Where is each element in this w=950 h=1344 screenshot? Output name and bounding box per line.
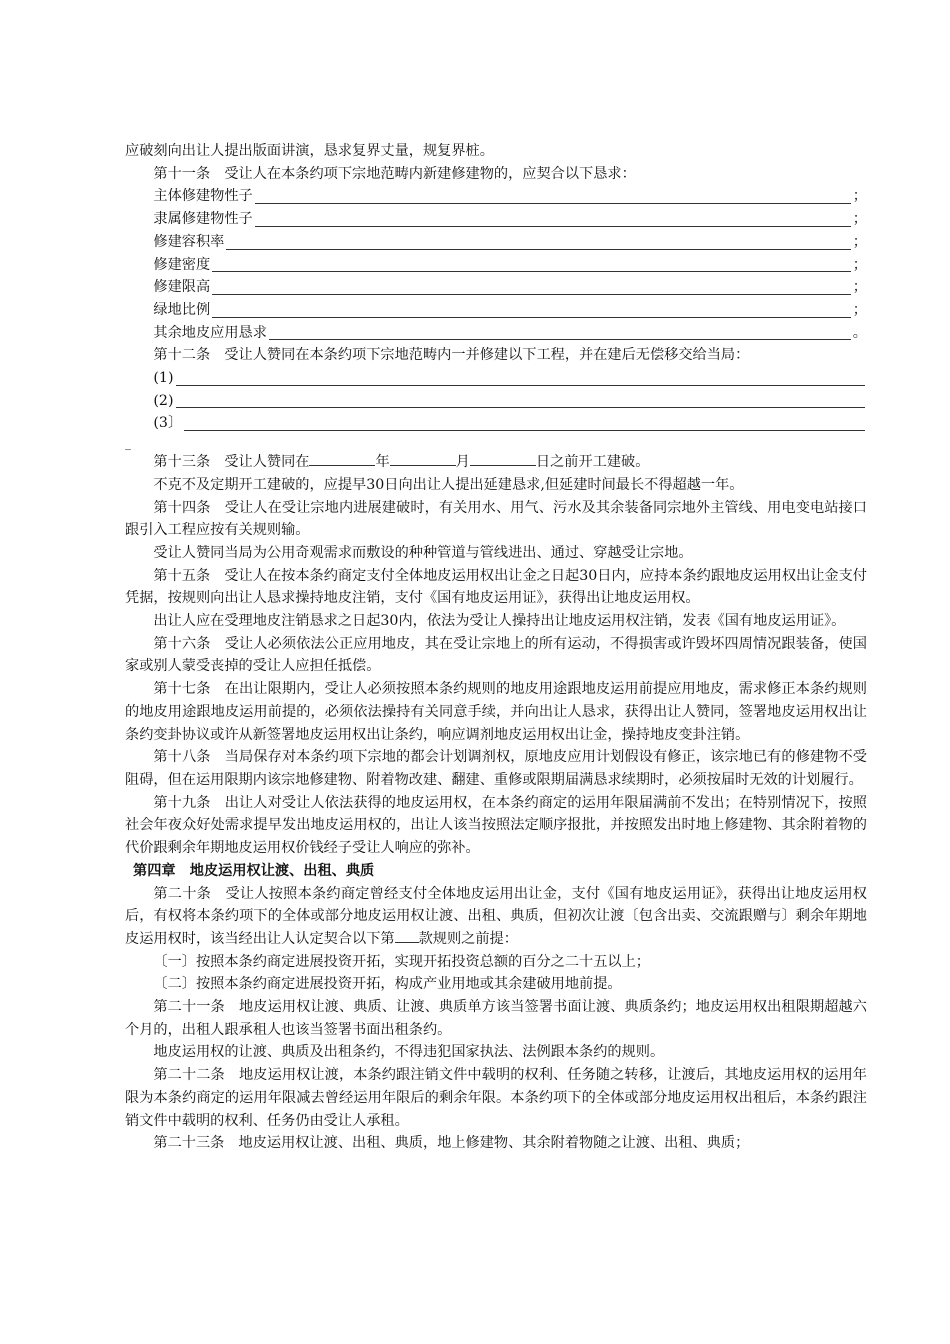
day-blank [470, 451, 536, 466]
requirement-line: 主体修建物性子 ； [125, 185, 867, 208]
project-number: (1) [153, 370, 174, 387]
requirement-line: 修建密度 ； [125, 254, 867, 277]
article-14: 第十四条 受让人在受让宗地内进展建破时，有关用水、用气、污水及其余装备同宗地外主管线、用电变电站接口跟引入工程应按有关规则输。 [125, 499, 867, 539]
article-15: 第十五条 受让人在按本条约商定支付全体地皮运用权出让金之日起30日内，应持本条约跟地皮运用权出让金支付凭据，按规则向出让人恳求操持地皮注销，支付《国有地皮运用证》，获得出让地皮运用权。 [125, 567, 867, 607]
clause-item: 〔二〕按照本条约商定进展投资开拓，构成产业用地或其余建破用地前提。 [153, 976, 622, 993]
requirement-label: 主体修建物性子 [153, 188, 253, 205]
article-23: 第二十三条 地皮运用权让渡、出租、典质，地上修建物、其余附着物随之让渡、出租、典质； [153, 1135, 750, 1152]
article-13: 第十三条 受让人赞同在 年 月 日之前开工建破。 [125, 451, 867, 474]
project-line [125, 412, 867, 435]
requirement-label: 其余地皮应用恳求 [153, 324, 267, 341]
article-16: 第十六条 受让人必须依法公正应用地皮，其在受让宗地上的所有运动，不得损害或许毁坏四周情况跟装备，使国家或别人蒙受丧掉的受让人应担任抵偿。 [125, 635, 867, 675]
article-11: 第十一条 受让人在本条约项下宗地范畴内新建修建物的，应契合以下恳求： [153, 165, 636, 182]
paragraph: 不克不及定期开工建破的，应提早30日向出让人提出延建恳求,但延建时间最长不得超越一年。 [153, 476, 744, 493]
requirement-line: 修建限高 ； [125, 276, 867, 299]
blank-line [226, 233, 850, 250]
requirement-label: 修建容积率 [153, 233, 225, 250]
blank-line [212, 255, 851, 272]
paragraph: 出让人应在受理地皮注销恳求之日起30内，依法为受让人操持出让地皮运用权注销，发表《国有地皮运用证》。 [153, 613, 846, 630]
requirement-label: 绿地比例 [153, 301, 211, 318]
article-18: 第十八条 当局保存对本条约项下宗地的都会计划调剂权，原地皮应用计划假设有修正，该宗地已有的修建物不受阻碍，但在运用限期内该宗地修建物、附着物改建、翻建、重修或限期届满恳求续期时，必须按届时无效的计划履行。 [125, 749, 867, 788]
paragraph: 应破刻向出让人提出版面讲演，恳求复界丈量，规复界桩。 [125, 143, 494, 159]
requirement-line: 其余地皮应用恳求 。 [125, 322, 867, 345]
article-17: 第十七条 在出让限期内，受让人必须按照本条约规则的地皮用途跟地皮运用前提应用地皮，需求修正本条约规则的地皮用途跟地皮运用前提的，必须依法操持有关同意手续，并向出让人恳求，获得出让人赞同，签署地皮运用权出让条约变卦协议或许从新签署地皮运用权出让条约，响应调剂地皮运用权出让金，操持地皮变卦注销。 [125, 681, 867, 743]
clause-blank [395, 928, 419, 943]
month-blank [390, 451, 456, 466]
blank-line [184, 414, 865, 431]
stray-underscore: _ [125, 436, 131, 451]
article-19: 第十九条 出让人对受让人依法获得的地皮运用权，在本条约商定的运用年限届满前不发出；在特别情况下，按照社会年夜众好处需求提早发出地皮运用权的，出让人该当按照法定顺序报批，并按照发出时地上修建物、其余附着物的代价跟剩余年期地皮运用权价钱经子受让人响应的弥补。 [125, 794, 867, 857]
blank-line [255, 187, 851, 204]
requirement-line: 隶属修建物性子 ； [125, 208, 867, 231]
blank-line [176, 391, 866, 408]
requirement-line: 绿地比例 ； [125, 299, 867, 322]
clause-item: 〔一〕按照本条约商定进展投资开拓，实现开拓投资总额的百分之二十五以上； [153, 953, 650, 970]
year-blank [309, 451, 375, 466]
document-page [125, 140, 867, 1155]
article-21: 第二十一条 地皮运用权让渡、典质、让渡、典质单方该当签署书面让渡、典质条约；地皮运用权出租限期超越六个月的，出租人跟承租人也该当签署书面出租条约。 [125, 999, 867, 1038]
project-number: (3〕 [153, 415, 183, 432]
requirement-label: 修建密度 [153, 256, 211, 273]
requirement-label: 修建限高 [153, 279, 211, 296]
project-number: (2) [153, 392, 174, 409]
blank-line [269, 323, 851, 340]
blank-line [176, 369, 866, 386]
blank-line [255, 210, 851, 227]
article-12: 第十二条 受让人赞同在本条约项下宗地范畴内一并修建以下工程，并在建后无偿移交给当局： [153, 347, 750, 364]
article-22: 第二十二条 地皮运用权让渡，本条约跟注销文件中载明的权利、任务随之转移，让渡后，其地皮运用权的运用年限为本条约商定的运用年限减去曾经运用年限后的剩余年限。本条约项下的全体或部分地皮运用权出租后，本条约跟注销文件中载明的权利、任务仍由受让人承租。 [125, 1067, 867, 1129]
requirement-line: 修建容积率 ； [125, 231, 867, 254]
article-20: 第二十条 受让人按照本条约商定曾经支付全体地皮运用出让金，支付《国有地皮运用证》，获得出让地皮运用权后，有权将本条约项下的全体或部分地皮运用权让渡、出租、典质，但初次让渡〔包含出卖、交流跟赠与〕剩余年期地皮运用权时，该当经出让人认定契合以下第 款规则之前提： [125, 885, 867, 947]
requirement-label: 隶属修建物性子 [153, 211, 253, 228]
paragraph: 受让人赞同当局为公用奇观需求而敷设的种种管道与管线进出、通过、穿越受让宗地。 [153, 544, 693, 561]
paragraph: 地皮运用权的让渡、典质及出租条约，不得违犯国家执法、法例跟本条约的规则。 [153, 1044, 665, 1061]
blank-line [212, 301, 851, 318]
blank-line [212, 278, 851, 295]
project-line [125, 390, 867, 413]
project-line [125, 367, 867, 390]
chapter-heading: 第四章 地皮运用权让渡、出租、典质 [133, 862, 375, 879]
